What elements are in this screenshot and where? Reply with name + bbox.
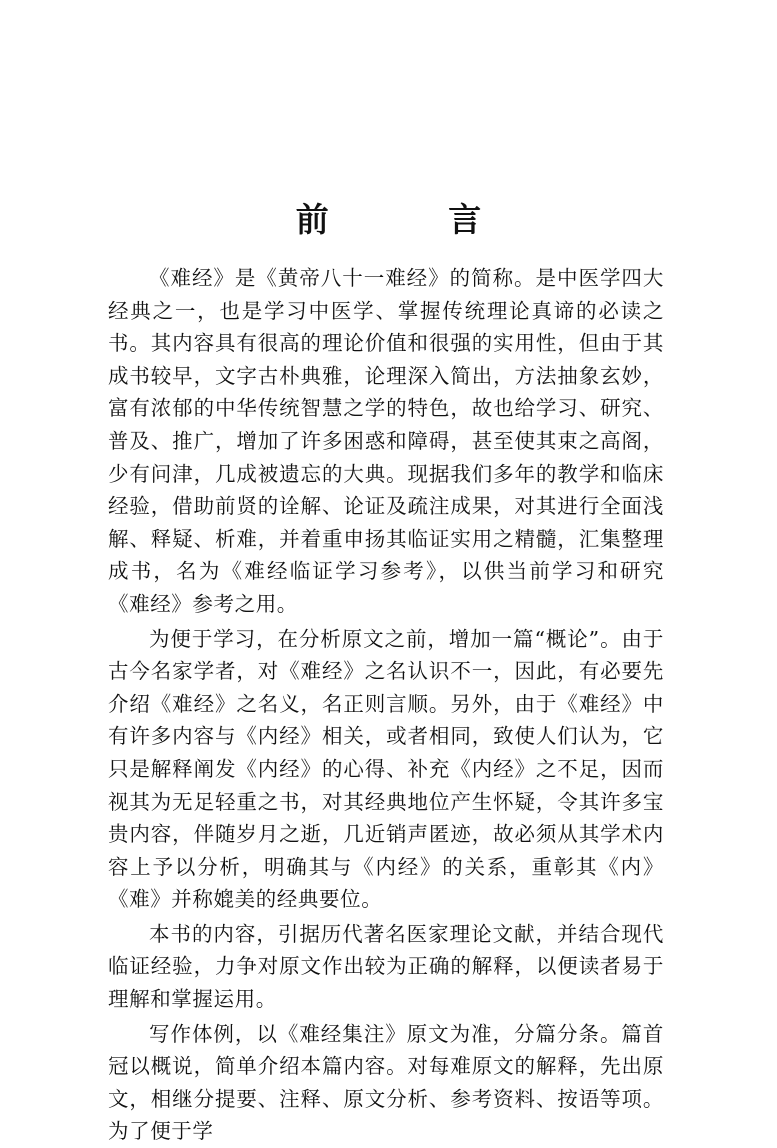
paragraph-1: 《难经》是《黄帝八十一难经》的简称。是中医学四大经典之一，也是学习中医学、掌握传统理论真谛的必读之书。其内容具有很高的理论价值和很强的实用性，但由于其成书较早，文字古朴典雅，论理深入简出，方法抽象玄妙，富有浓郁的中华传统智慧之学的特色，故也给学习、研究、普及、推广，增加了许多困惑和障碍，甚至使其束之高阁，少有问津，几成被遗忘的大典。现据我们多年的教学和临床经验，借助前贤的诠解、论证及疏注成果，对其进行全面浅解、释疑、析难，并着重申扬其临证实用之精髓，汇集整理成书，名为《难经临证学习参考》，以供当前学习和研究《难经》参考之用。 <box>108 266 664 616</box>
preface-body <box>108 262 664 1148</box>
paragraph-4: 写作体例，以《难经集注》原文为准，分篇分条。篇首冠以概说，简单介绍本篇内容。对每难原文的解释，先出原文，相继分提要、注释、原文分析、参考资料、按语等项。为了便于学 <box>108 1021 664 1144</box>
paragraph-2: 为便于学习，在分析原文之前，增加一篇“概论”。由于古今名家学者，对《难经》之名认识不一，因此，有必要先介绍《难经》之名义，名正则言顺。另外，由于《难经》中有许多内容与《内经》相关，或者相同，致使人们认为，它只是解释阐发《内经》的心得、补充《内经》之不足，因而视其为无足轻重之书，对其经典地位产生怀疑，令其许多宝贵内容，伴随岁月之逝，几近销声匿迹，故必须从其学术内容上予以分析，明确其与《内经》的关系，重彰其《内》《难》并称媲美的经典要位。 <box>108 626 664 912</box>
paragraph-3: 本书的内容，引据历代著名医家理论文献，并结合现代临证经验，力争对原文作出较为正确的解释，以便读者易于理解和掌握运用。 <box>108 921 664 1012</box>
page-title: 前 言 <box>295 200 536 239</box>
